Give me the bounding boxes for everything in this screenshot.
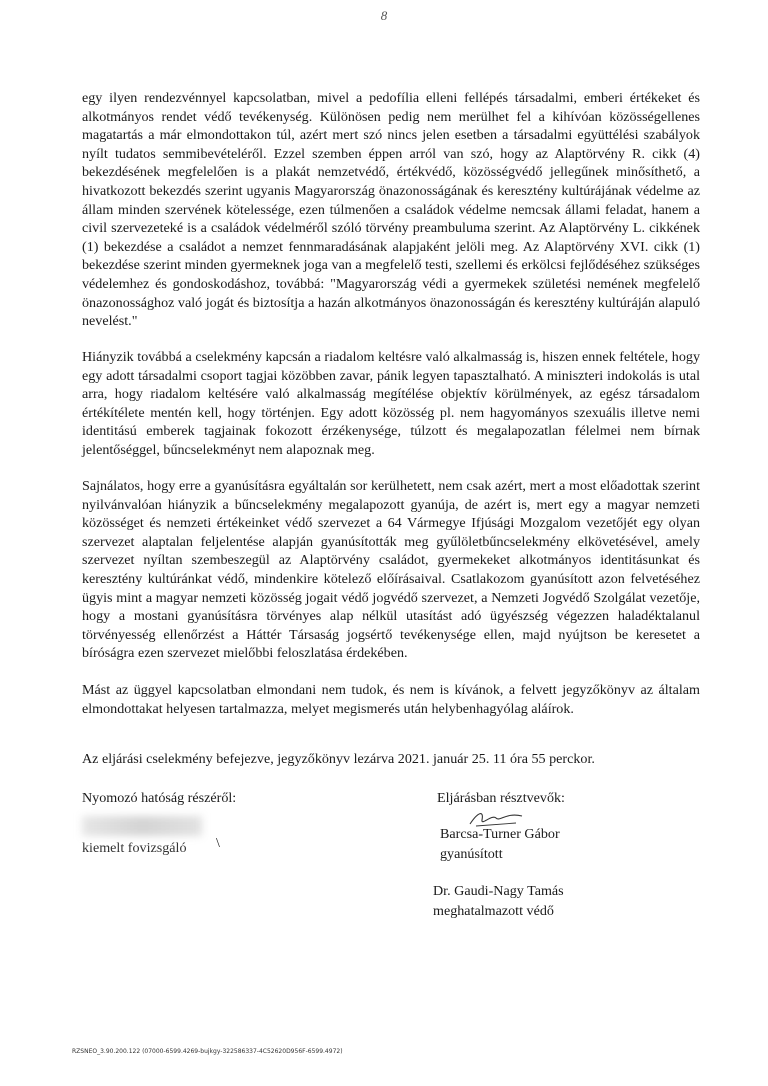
paragraph-text: Mást az üggyel kapcsolatban elmondani nem tudok, és nem is kívánok, a felvett jegyzőkönyv az általam elmondottakat helyesen tartalmazza, melyet megismerés után helybenhagyólag aláírok. [82, 682, 700, 717]
authority-label: Nyomozó hatóság részéről: [82, 790, 237, 806]
closing-statement: Az eljárási cselekmény befejezve, jegyzőkönyv lezárva 2021. január 25. 11 óra 55 perckor. [82, 751, 595, 767]
lawyer-role: meghatalmazott védő [433, 903, 554, 919]
paragraph-defense-request [82, 477, 700, 663]
investigator-role: kiemelt fovizsgáló [82, 840, 187, 856]
lawyer-name: Dr. Gaudi-Nagy Tamás [433, 883, 564, 899]
redacted-investigator-name [82, 816, 202, 836]
paragraph-final-statement [82, 681, 700, 718]
document-footer-code: RZSNEO_3.90.200.122 (07000-6599.4269-bujkgy-322586337-4C52620D956F-6599.4972) [72, 1048, 343, 1055]
paragraph-text: Hiányzik továbbá a cselekmény kapcsán a riadalom keltésre való alkalmasság is, hiszen ennek feltétele, hogy egy adott társadalmi csoport tagjai közöbben zavar, pánik legyen tapasztalható. A miniszteri indokolás is utal arra, hogy riadalom keltésére való alkalmasság megítélése objektív körülmények, az egész társadalom értékítélete mentén kell, hogy történjen. Egy adott közösség pl. nem hagyományos szexuális illetve nemi identitású emberek tagjainak fokozott érzékenysége, túlzott és megalapozatlan félelmei nem bírnak jelentőséggel, bűncselekményt nem alapoznak meg. [82, 349, 700, 458]
paragraph-text: egy ilyen rendezvénnyel kapcsolatban, mivel a pedofília elleni fellépés társadalmi, emberi értékeket és alkotmányos rendet védő tevékenység. Különösen pedig nem merülhet fel a kihívóan közösségellenes magatartás a már elmondottakon túl, azért mert szó nincs jelen esetben a társadalmi együttélési szabályok nyílt tudatos semmibevételéről. Ezzel szemben éppen arról van szó, hogy az Alaptörvény R. cikk (4) bekezdésének megfelelően is a plakát nemzetvédő, értékvédő, közösségvédő jellegűnek minősíthető, a hivatkozott bekezdés szerint ugyanis Magyarország önazonosságának és keresztény kultúrájának védelme az állam minden szervének kötelessége, ezen túlmenően a családok védelme nemcsak állami feladat, hanem a civil szervezeteké is a családok védelméről szóló törvény preambuluma szerint. Az Alaptörvény L. cikkének (1) bekezdése a családot a nemzet fennmaradásának alapjaként jelöli meg. Az Alaptörvény XVI. cikk (1) bekezdése szerint minden gyermeknek joga van a megfelelő testi, szellemi és erkölcsi fejlődéséhez szükséges védelemhez és gondoskodáshoz, továbbá: "Magyarország védi a gyermekek születési nemének megfelelő önazonossághoz való jogát és biztosítja a hazán alkotmányos önazonosságán és keresztény kultúráján alapuló nevelést." [82, 90, 700, 330]
paragraph-alarm-argument [82, 348, 700, 460]
suspect-name: Barcsa-Turner Gábor [440, 826, 560, 842]
paragraph-text: Sajnálatos, hogy erre a gyanúsításra egyáltalán sor kerülhetett, nem csak azért, mert a most előadottak szerint nyilvánvalóan hiányzik a bűncselekmény megalapozott gyanúja, de azért is, mert egy a magyar nemzeti közösséget és nemzeti értékeinket védő szervezet a 64 Vármegye Ifjúsági Mozgalom vezetőjét egy olyan szervezet alaptalan feljelentése alapján gyanúsították meg gyűlöletbűncselekmény elkövetésével, amely szervezet nyíltan szembeszegül az Alaptörvény családot, gyermekeket alkotmányos identitásunkat és keresztény kultúránkat védő, mindenkire kötelező előírásaival. Csatlakozom gyanúsított azon felvetéséhez ügyis mint a magyar nemzeti közösség jogait védő jogvédő szervezet, a Nemzeti Jogvédő Szolgálat vezetője, hogy a mostani gyanúsításra törvényes alap nélkül utasítást adó ügyészség végezzen haladéktalanul törvényesség ellenőrzést a Háttér Társaság jogsértő tevékenysége ellen, majd nyújtson be keresetet a bíróságra ezen szervezet mielőbbi feloszlatása érdekében. [82, 478, 700, 662]
page-number: 8 [380, 8, 388, 23]
participants-label: Eljárásban résztvevők: [437, 790, 565, 806]
paragraph-constitutional-argument [82, 89, 700, 331]
suspect-role: gyanúsított [440, 846, 503, 862]
signature-tick-mark: \ [216, 836, 220, 851]
